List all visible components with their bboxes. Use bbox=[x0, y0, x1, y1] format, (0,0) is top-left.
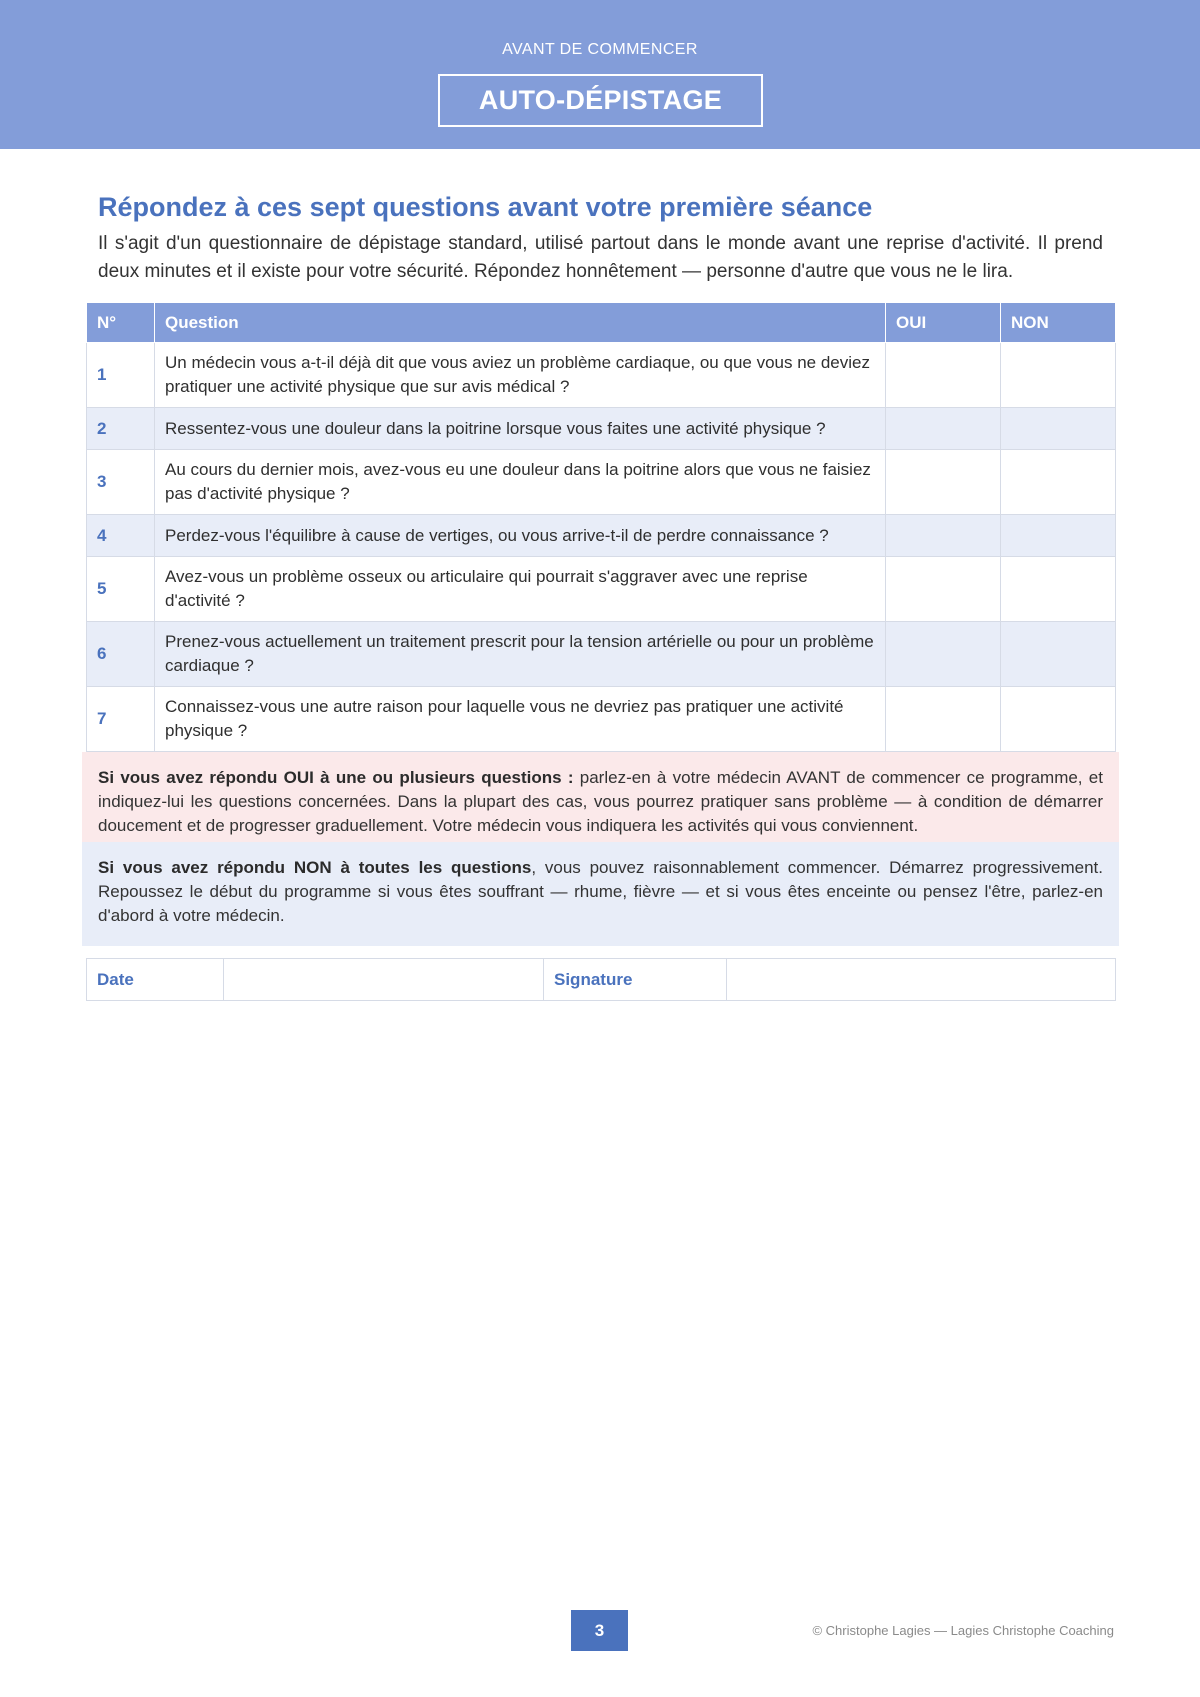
question-number: 1 bbox=[87, 343, 155, 408]
questionnaire-table bbox=[86, 302, 1116, 752]
answer-yes-cell[interactable] bbox=[886, 687, 1001, 752]
table-row bbox=[87, 515, 1116, 557]
question-text: Ressentez-vous une douleur dans la poitrine lorsque vous faites une activité physique ? bbox=[155, 408, 886, 450]
column-header-no: NON bbox=[1001, 303, 1116, 343]
page-number: 3 bbox=[571, 1610, 628, 1651]
question-number: 7 bbox=[87, 687, 155, 752]
note-no-lead: Si vous avez répondu NON à toutes les questions bbox=[98, 858, 532, 877]
answer-yes-cell[interactable] bbox=[886, 450, 1001, 515]
question-number: 3 bbox=[87, 450, 155, 515]
answer-yes-cell[interactable] bbox=[886, 557, 1001, 622]
question-text: Un médecin vous a-t-il déjà dit que vous aviez un problème cardiaque, ou que vous ne deviez pratiquer une activité physique que sur avis médical ? bbox=[155, 343, 886, 408]
answer-no-cell[interactable] bbox=[1001, 343, 1116, 408]
table-row bbox=[87, 557, 1116, 622]
header-kicker: AVANT DE COMMENCER bbox=[502, 41, 698, 58]
signature-field[interactable] bbox=[727, 959, 1116, 1001]
answer-yes-cell[interactable] bbox=[886, 343, 1001, 408]
header-banner bbox=[0, 0, 1200, 149]
answer-no-cell[interactable] bbox=[1001, 450, 1116, 515]
signature-label: Signature bbox=[544, 959, 727, 1001]
column-header-question: Question bbox=[155, 303, 886, 343]
question-text: Prenez-vous actuellement un traitement prescrit pour la tension artérielle ou pour un problème cardiaque ? bbox=[155, 622, 886, 687]
answer-no-cell[interactable] bbox=[1001, 408, 1116, 450]
column-header-yes: OUI bbox=[886, 303, 1001, 343]
section-heading: Répondez à ces sept questions avant votre première séance bbox=[98, 192, 873, 222]
column-header-number: N° bbox=[87, 303, 155, 343]
answer-no-cell[interactable] bbox=[1001, 622, 1116, 687]
answer-no-cell[interactable] bbox=[1001, 515, 1116, 557]
question-text: Au cours du dernier mois, avez-vous eu une douleur dans la poitrine alors que vous ne faisiez pas d'activité physique ? bbox=[155, 450, 886, 515]
signature-table bbox=[86, 958, 1116, 1001]
table-header-row bbox=[87, 303, 1116, 343]
question-number: 4 bbox=[87, 515, 155, 557]
table-row bbox=[87, 687, 1116, 752]
question-text: Perdez-vous l'équilibre à cause de vertiges, ou vous arrive-t-il de perdre connaissance ? bbox=[155, 515, 886, 557]
answer-yes-cell[interactable] bbox=[886, 408, 1001, 450]
main-content bbox=[86, 190, 1115, 1001]
table-row bbox=[87, 450, 1116, 515]
intro-paragraph: Il s'agit d'un questionnaire de dépistage standard, utilisé partout dans le monde avant une reprise d'activité. Il prend deux minutes et il existe pour votre sécurité. Répondez honnêtement — personne d'autre que vous ne le lira. bbox=[98, 233, 1103, 282]
signature-row bbox=[87, 959, 1116, 1001]
question-number: 6 bbox=[87, 622, 155, 687]
answer-yes-cell[interactable] bbox=[886, 515, 1001, 557]
note-no-answers bbox=[82, 842, 1119, 946]
answer-no-cell[interactable] bbox=[1001, 557, 1116, 622]
footer-credit: © Christophe Lagies — Lagies Christophe Coaching bbox=[812, 1623, 1114, 1638]
table-row bbox=[87, 343, 1116, 408]
note-no-body: , vous pouvez raisonnablement commencer. Démarrez progressivement. Repoussez le début du programme si vous êtes souffrant — rhume, fièvre — et si vous êtes enceinte ou pensez l'être, parlez-en d'abord à votre médecin. bbox=[98, 858, 1103, 925]
answer-no-cell[interactable] bbox=[1001, 687, 1116, 752]
header-title-box bbox=[438, 74, 763, 127]
question-number: 2 bbox=[87, 408, 155, 450]
table-row bbox=[87, 622, 1116, 687]
date-field[interactable] bbox=[224, 959, 544, 1001]
question-text: Avez-vous un problème osseux ou articulaire qui pourrait s'aggraver avec une reprise d'activité ? bbox=[155, 557, 886, 622]
page-title: AUTO-DÉPISTAGE bbox=[478, 85, 723, 115]
note-yes-answers bbox=[82, 752, 1119, 842]
question-text: Connaissez-vous une autre raison pour laquelle vous ne devriez pas pratiquer une activité physique ? bbox=[155, 687, 886, 752]
answer-yes-cell[interactable] bbox=[886, 622, 1001, 687]
question-number: 5 bbox=[87, 557, 155, 622]
note-yes-body: parlez-en à votre médecin AVANT de commencer ce programme, et indiquez-lui les questions concernées. Dans la plupart des cas, vous pourrez pratiquer sans problème — à condition de démarrer doucement et de progresser graduellement. Votre médecin vous indiquera les activités qui vous conviennent. bbox=[98, 768, 1103, 835]
table-row bbox=[87, 408, 1116, 450]
note-yes-lead: Si vous avez répondu OUI à une ou plusieurs questions : bbox=[98, 768, 574, 787]
date-label: Date bbox=[87, 959, 224, 1001]
